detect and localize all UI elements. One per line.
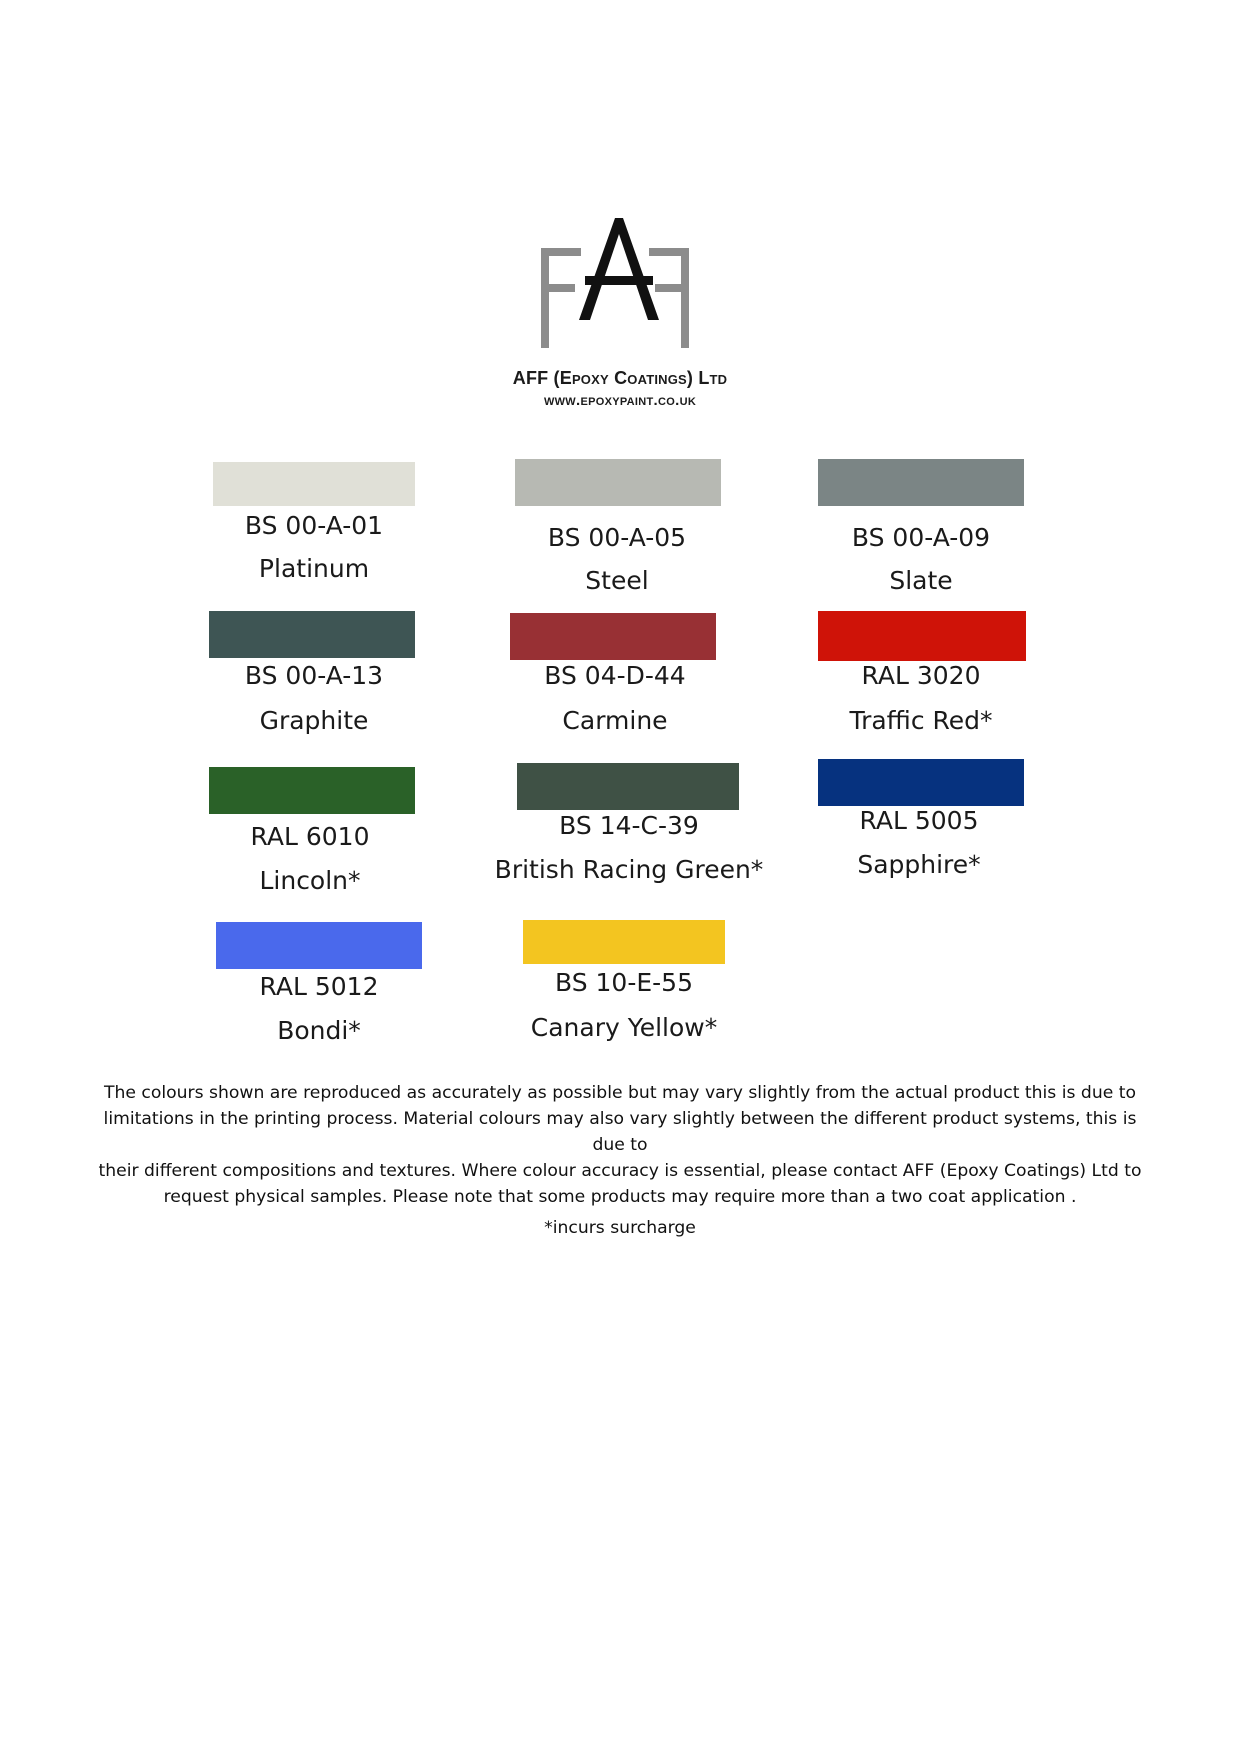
swatch-code: BS 14-C-39 <box>559 811 699 840</box>
swatch-name: Lincoln* <box>259 866 361 895</box>
colour-swatch <box>209 611 415 658</box>
swatch-name: Platinum <box>258 554 370 583</box>
swatch-name: Sapphire* <box>857 850 981 879</box>
swatch-code: BS 00-A-09 <box>851 523 991 552</box>
company-website: www.epoxypaint.co.uk <box>543 392 697 409</box>
swatch-code: BS 00-A-05 <box>547 523 687 552</box>
swatch-code: BS 10-E-55 <box>555 968 693 997</box>
swatch-code: BS 04-D-44 <box>544 661 686 690</box>
swatch-name: Traffic Red* <box>849 706 993 735</box>
swatch-name: Canary Yellow* <box>530 1013 718 1042</box>
disclaimer-line: their different compositions and textures. Where colour accuracy is essential, please contact AFF (Epoxy Coatings) Ltd to <box>98 1161 1142 1181</box>
surcharge-note: *incurs surcharge <box>544 1218 696 1238</box>
colour-swatch <box>213 462 415 506</box>
swatch-name: Carmine <box>562 706 668 735</box>
swatch-name: Slate <box>889 566 953 595</box>
disclaimer-line: request physical samples. Please note that some products may require more than a two coat application . <box>163 1187 1077 1207</box>
swatch-name: Steel <box>585 566 649 595</box>
colour-swatch <box>510 613 716 660</box>
colour-swatch <box>818 459 1024 506</box>
colour-swatch <box>523 920 725 964</box>
swatch-name: British Racing Green* <box>494 855 764 884</box>
disclaimer-line: The colours shown are reproduced as accurately as possible but may vary slightly from the actual product this is due to <box>103 1083 1137 1103</box>
colour-swatch <box>209 767 415 814</box>
swatch-code: RAL 5012 <box>259 972 379 1001</box>
company-name: AFF (Epoxy Coatings) Ltd <box>512 368 728 388</box>
disclaimer <box>95 1080 1145 1210</box>
swatch-code: RAL 3020 <box>861 661 981 690</box>
colour-swatch <box>216 922 422 969</box>
swatch-code: RAL 5005 <box>859 806 979 835</box>
disclaimer-line: limitations in the printing process. Material colours may also vary slightly between the different product systems, this is due to <box>103 1109 1137 1155</box>
swatch-code: BS 00-A-13 <box>244 661 384 690</box>
swatch-code: BS 00-A-01 <box>244 511 384 540</box>
swatch-code: RAL 6010 <box>250 822 370 851</box>
colour-swatch <box>818 611 1026 661</box>
colour-swatch <box>818 759 1024 806</box>
swatch-name: Graphite <box>259 706 369 735</box>
colour-swatch <box>515 459 721 506</box>
company-logo <box>541 218 695 356</box>
swatch-name: Bondi* <box>277 1016 361 1045</box>
colour-swatch <box>517 763 739 810</box>
